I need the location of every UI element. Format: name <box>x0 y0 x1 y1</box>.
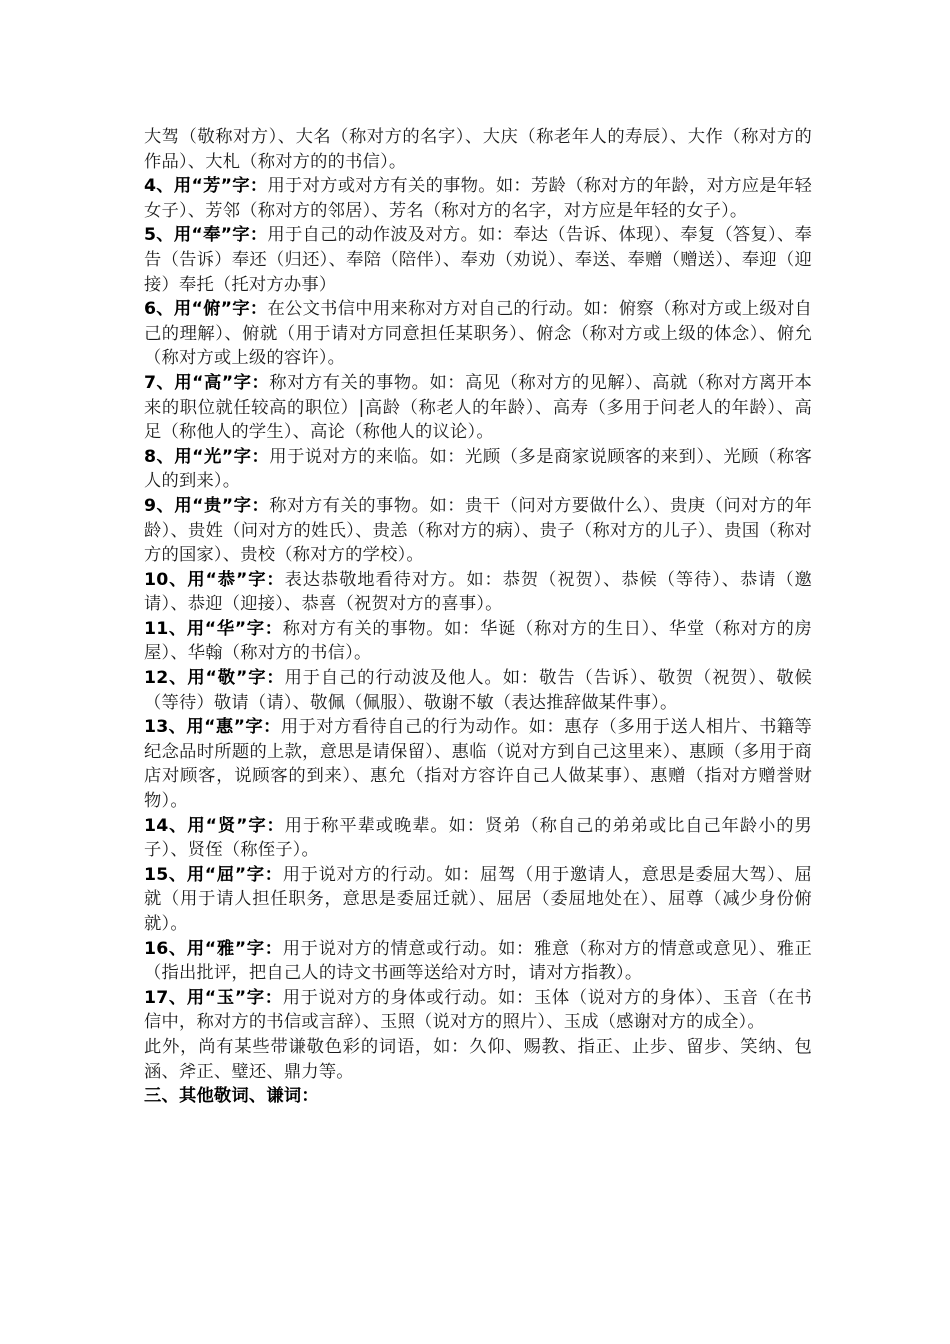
item-body: 称对方有关的事物。如：贵干（问对方要做什么）、贵庚（问对方的年龄）、贵姓（问对方的姓氏）、贵恙（称对方的病）、贵子（称对方的儿子）、贵国（称对方的国家）、贵校（称对方的学校）。 <box>144 495 813 566</box>
item-body: 称对方有关的事物。如：华诞（称对方的生日）、华堂（称对方的房屋）、华翰（称对方的书信）。 <box>144 618 812 664</box>
list-item <box>144 715 812 813</box>
item-heading: 5、用“奉”字： <box>144 225 268 246</box>
document-page <box>144 125 812 1109</box>
item-body: 在公文书信中用来称对方对自己的行动。如：俯察（称对方或上级对自己的理解）、俯就（用于请对方同意担任某职务）、俯念（称对方或上级的体念）、俯允（称对方或上级的容许）。 <box>144 299 813 369</box>
item-body: 用于说对方的行动。如：屈驾（用于邀请人，意思是委屈大驾）、屈就（用于请人担任职务，意思是委屈迁就）、屈居（委屈地处在）、屈尊（减少身份俯就）。 <box>144 864 812 934</box>
item-body: 表达恭敬地看待对方。如：恭贺（祝贺）、恭候（等待）、恭请（邀请）、恭迎（迎接）、恭喜（祝贺对方的喜事）。 <box>144 569 812 615</box>
list-item <box>144 814 812 863</box>
item-heading: 17、用“玉”字： <box>144 987 283 1008</box>
item-body: 称对方有关的事物。如：高见（称对方的见解）、高就（称对方离开本来的职位就任较高的职位）|高龄（称老人的年龄）、高寿（多用于问老人的年龄）、高足（称他人的学生）、高论（称他人的议论）。 <box>144 372 813 443</box>
list-item <box>144 371 812 445</box>
list-item <box>144 937 812 986</box>
list-item <box>144 986 812 1035</box>
list-item <box>144 223 812 297</box>
item-heading: 9、用“贵”字： <box>144 495 270 516</box>
intro-paragraph: 大驾（敬称对方）、大名（称对方的名字）、大庆（称老年人的寿辰）、大作（称对方的作品）、大札（称对方的的书信）。 <box>144 127 812 172</box>
item-heading: 12、用“敬”字： <box>144 668 285 689</box>
item-heading: 13、用“惠”字： <box>144 717 281 738</box>
closing-paragraph: 此外，尚有某些带谦敬色彩的词语，如：久仰、赐教、指正、止步、留步、笑纳、包涵、斧正、璧还、鼎力等。 <box>144 1036 812 1082</box>
item-heading: 6、用“俯”字： <box>144 299 268 320</box>
item-heading: 7、用“高”字： <box>144 372 270 393</box>
list-item <box>144 445 812 494</box>
item-body: 用于自己的动作波及对方。如：奉达（告诉、体现）、奉复（答复）、奉告（告诉）奉还（归还）、奉陪（陪伴）、奉劝（劝说）、奉送、奉赠（赠送）、奉迎（迎接）奉托（托对方办事） <box>144 225 812 295</box>
item-heading: 14、用“贤”字： <box>144 815 285 836</box>
item-heading: 8、用“光”字： <box>144 446 270 467</box>
item-heading: 4、用“芳”字： <box>144 176 268 197</box>
item-heading: 10、用“恭”字： <box>144 569 285 590</box>
item-body: 用于自己的行动波及他人。如：敬告（告诉）、敬贺（祝贺）、敬候（等待）敬请（请）、敬佩（佩服）、敬谢不敏（表达推辞做某件事）。 <box>144 668 812 713</box>
list-item <box>144 494 812 568</box>
list-item <box>144 568 812 617</box>
section-title: 三、其他敬词、谦词： <box>144 1086 319 1107</box>
item-heading: 16、用“雅”字： <box>144 938 283 959</box>
list-item <box>144 666 812 715</box>
item-heading: 11、用“华”字： <box>144 618 283 639</box>
list-item <box>144 863 812 937</box>
item-body: 用于对方或对方有关的事物。如：芳龄（称对方的年龄，对方应是年轻女子）、芳邻（称对方的邻居）、芳名（称对方的名字，对方应是年轻的女子）。 <box>144 176 813 221</box>
item-body: 用于说对方的情意或行动。如：雅意（称对方的情意或意见）、雅正（指出批评，把自己人的诗文书画等送给对方时，请对方指教）。 <box>144 938 812 984</box>
list-item <box>144 297 812 371</box>
list-item <box>144 174 812 223</box>
item-body: 用于对方看待自己的行为动作。如：惠存（多用于送人相片、书籍等纪念品时所题的上款，意思是请保留）、惠临（说对方到自己这里来）、惠顾（多用于商店对顾客，说顾客的到来）、惠允（指对方容许自己人做某事）、惠赠（指对方赠誉财物）。 <box>144 717 812 812</box>
item-body: 用于说对方的身体或行动。如：玉体（说对方的身体）、玉音（在书信中，称对方的书信或言辞）、玉照（说对方的照片）、玉成（感谢对方的成全）。 <box>144 987 812 1033</box>
item-body: 用于称平辈或晚辈。如：贤弟（称自己的弟弟或比自己年龄小的男子）、贤侄（称侄子）。 <box>144 815 812 861</box>
list-item <box>144 617 812 666</box>
item-heading: 15、用“屈”字： <box>144 864 283 885</box>
item-body: 用于说对方的来临。如：光顾（多是商家说顾客的来到）、光顾（称客人的到来）。 <box>144 446 813 492</box>
